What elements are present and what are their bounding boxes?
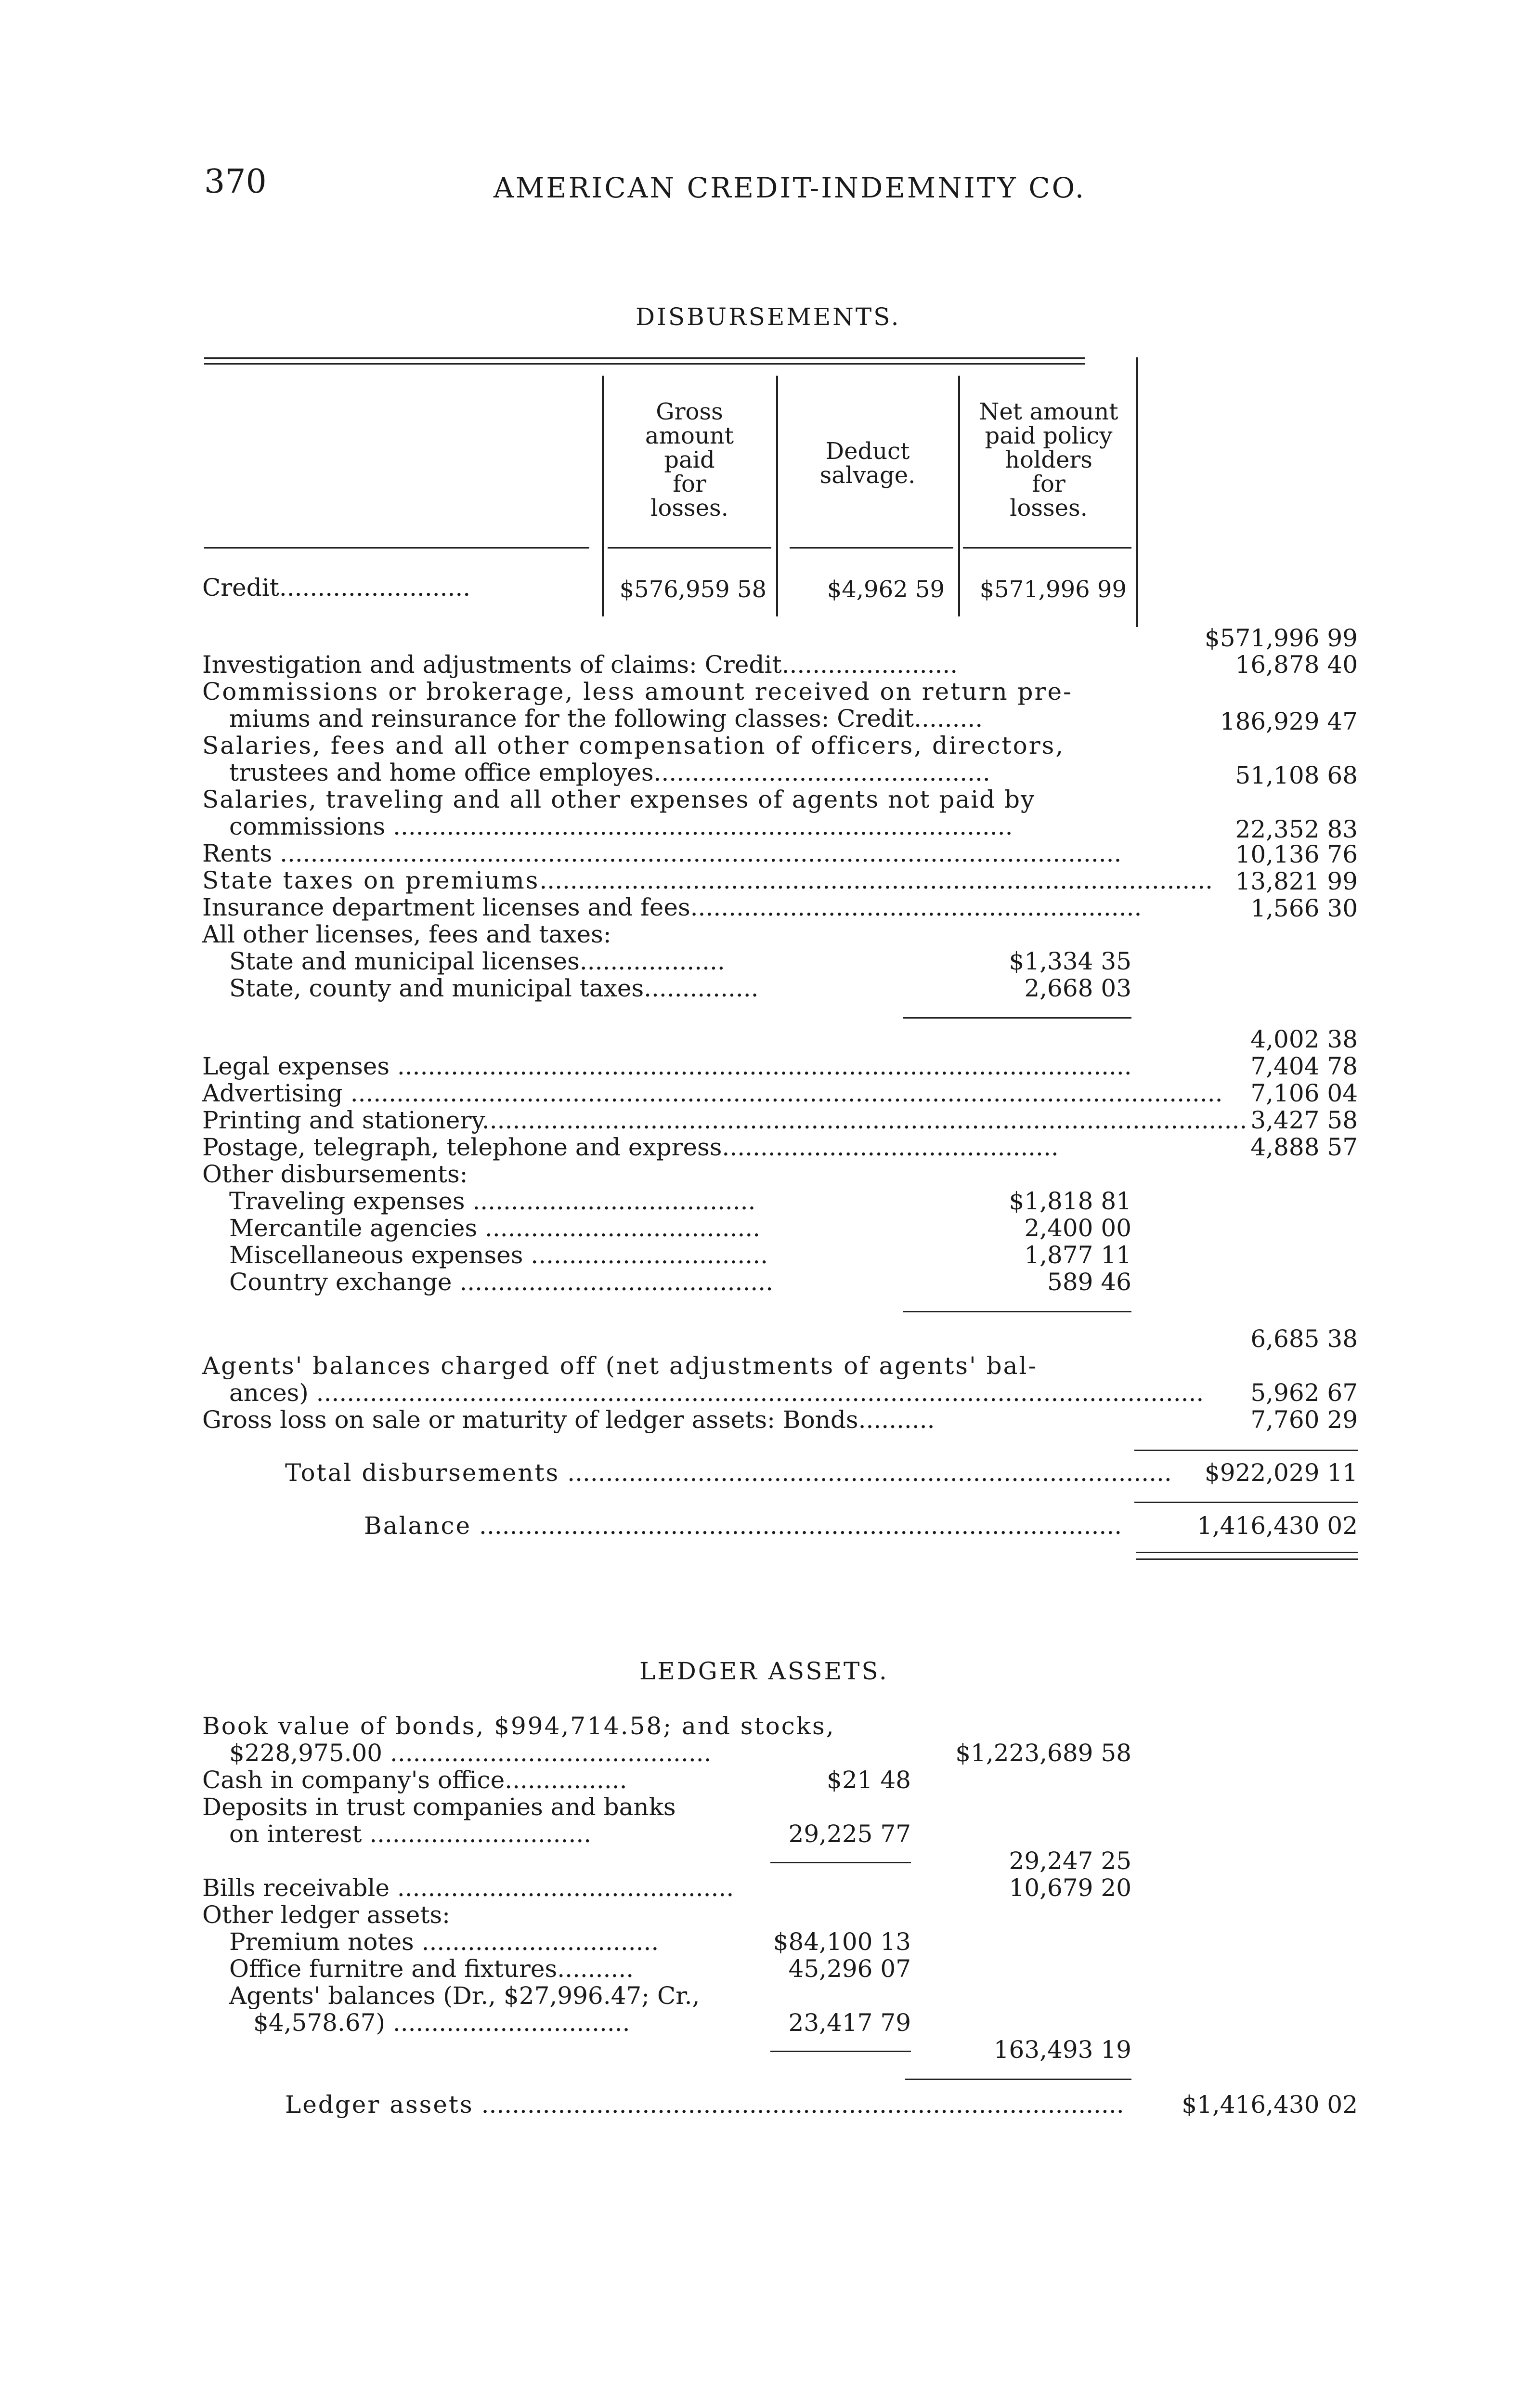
sub-item-label: State, county and municipal taxes [229,974,644,1002]
sub-item-amount: 2,400 00 [1024,1214,1131,1242]
item-amount: 7,106 04 [1250,1079,1358,1107]
salvage-line: Deduct [825,438,910,465]
leader-dots: ............................... [523,1241,768,1269]
leader-dots: ....................... [781,651,958,679]
net-line: losses. [1010,495,1088,522]
col-header-net [962,400,1135,520]
other-total: 6,685 38 [1250,1325,1358,1353]
leader-dots: ............... [644,974,759,1002]
leader-dots: .................................... [477,1214,761,1242]
total-rule [1134,1502,1358,1503]
item-amount: 51,108 68 [1235,761,1358,789]
item-amount: 22,352 83 [1235,815,1358,843]
leader-dots: .................................................................................... [471,1512,1122,1540]
sub-item-amount: 1,877 11 [1024,1241,1131,1269]
col-header-salvage [781,439,954,487]
leader-dots: .................................................................................... [473,2091,1124,2119]
item-amount: 16,878 40 [1235,651,1358,679]
page-number: 370 [204,163,267,201]
item-text: Salaries, fees and all other compensation of officers, directors, [202,732,1065,759]
sub-item-label: Traveling expenses [229,1187,465,1215]
credit-gross: $576,959 58 [619,576,766,603]
other-ledger-label: Other ledger assets: [202,1901,450,1929]
leader-dots: .......... [557,1955,634,1983]
subtotal-rule [770,2051,911,2052]
bonds-line-1: Book value of bonds, $994,714.58; and stocks, [202,1712,835,1740]
premium-amount: $84,100 13 [773,1928,911,1956]
item-amount: 7,760 29 [1250,1406,1358,1434]
leader-dots: ......................................... [452,1268,774,1296]
sub-item-amount: 589 46 [1047,1268,1131,1296]
agents-amount: 23,417 79 [788,2009,911,2037]
item-text [202,866,1213,894]
sub-item-text [229,1215,903,1242]
item-label: Printing and stationery [202,1106,482,1134]
item-label: Advertising [202,1079,343,1107]
ledger-assets-label [285,2091,1132,2118]
gross-line: amount [645,422,734,449]
sub-item-label: Miscellaneous expenses [229,1241,523,1269]
item-label: Insurance department licenses and fees [202,893,690,921]
total-rule [1134,1450,1358,1451]
item-text: Commissions or brokerage, less amount received on return pre- [202,678,1073,706]
sub-item-text [229,948,903,975]
item-text [202,1406,1131,1433]
ledger-title: LEDGER ASSETS. [639,1657,889,1685]
item-text: Other disbursements: [202,1160,468,1188]
net-carry-amount: $571,996 99 [1204,624,1358,652]
salvage-line: salvage. [819,462,916,489]
item-label: Gross loss on sale or maturity of ledger assets: Bonds [202,1406,858,1434]
header-rule [963,547,1131,549]
bills-amount: 10,679 20 [1009,1874,1131,1902]
leader-dots: ............................................ [653,759,990,786]
bonds-text: $228,975.00 [229,1739,383,1767]
agents-line-1: Agents' balances (Dr., $27,996.47; Cr., [229,1982,700,2010]
item-amount: 5,962 67 [1250,1379,1358,1407]
sub-item-amount: 2,668 03 [1024,974,1131,1002]
subtotal-rule [903,1311,1131,1312]
item-text: Agents' balances charged off (net adjustments of agents' bal- [202,1352,1038,1380]
item-label: Legal expenses [202,1052,390,1080]
item-text [202,893,1142,921]
item-label: Postage, telegraph, telephone and express [202,1133,722,1161]
header-rule [790,547,953,549]
balance-label [364,1512,1132,1539]
table-top-rule [204,357,1085,359]
item-label: ances) [229,1379,309,1407]
leader-dots: ............................................ [722,1133,1059,1161]
ledger-total-text: Ledger assets [285,2091,474,2119]
total-text: Total disbursements [285,1459,560,1487]
item-amount: 186,929 47 [1220,707,1358,735]
double-rule [1136,1552,1358,1553]
bonds-amount: $1,223,689 58 [955,1739,1131,1767]
sub-item-text [229,975,903,1002]
subtotal-rule [903,1017,1131,1019]
sub-item-amount: $1,334 35 [1009,947,1131,975]
net-line: Net amount [979,398,1118,425]
ledger-assets-total: $1,416,430 02 [1182,2091,1358,2119]
item-text [202,1053,1131,1080]
total-disbursements-label [285,1459,1172,1487]
licenses-total: 4,002 38 [1250,1025,1358,1053]
sub-item-amount: $1,818 81 [1009,1187,1131,1215]
item-amount: 13,821 99 [1235,867,1358,895]
running-head: AMERICAN CREDIT-INDEMNITY CO. [494,171,1086,204]
item-label: trustees and home office employes [229,759,654,786]
item-text: All other licenses, fees and taxes: [202,920,611,948]
gross-line: for [673,471,706,497]
credit-label [202,574,470,601]
leader-dots: ........................................................................................ [539,866,1213,894]
header-rule [608,547,771,549]
leader-dots: ............................. [362,1820,592,1848]
item-label: Investigation and adjustments of claims: Credit [202,651,782,679]
leader-dots: ............................... [414,1928,659,1956]
balance-amount: 1,416,430 02 [1197,1512,1358,1540]
item-amount: 4,888 57 [1250,1133,1358,1161]
leader-dots: .................................................................................................................. [342,1079,1223,1107]
item-text [229,759,1131,786]
net-line: holders [1005,446,1092,473]
leader-dots: ......................... [279,574,471,602]
credit-text: Credit [202,574,279,602]
col-divider-3 [958,376,960,616]
premium-text: Premium notes [229,1928,414,1956]
sub-item-text [229,1188,903,1215]
leader-dots: .................................................................................................... [481,1106,1247,1134]
gross-line: paid [664,446,715,473]
leader-dots: ..................................... [465,1187,756,1215]
item-text [229,813,1131,840]
disbursements-title: DISBURSEMENTS. [636,303,901,331]
sub-item-text [229,1269,903,1296]
item-label: miums and reinsurance for the following classes: Credit [229,705,914,733]
item-text [229,705,1131,732]
sub-item-label: State and municipal licenses [229,947,580,975]
item-amount: 1,566 30 [1250,894,1358,922]
bonds-line-2 [229,1740,922,1767]
deposits-line-1: Deposits in trust companies and banks [202,1793,676,1821]
leader-dots: .................................................................................................................... [308,1379,1204,1407]
other-ledger-total: 163,493 19 [993,2036,1131,2064]
net-line: for [1032,471,1065,497]
item-label: Rents [202,839,273,867]
double-rule [1136,1558,1358,1560]
office-amount: 45,296 07 [788,1955,911,1983]
item-text [202,1079,1223,1107]
sub-item-label: Mercantile agencies [229,1214,478,1242]
credit-salvage: $4,962 59 [827,576,945,603]
sub-item-text [229,1242,903,1269]
header-rule [204,547,589,549]
cash-label [202,1767,780,1793]
leader-dots: ................................................................................................ [390,1052,1132,1080]
gross-line: Gross [656,398,723,425]
office-text: Office furnitre and fixtures [229,1955,558,1983]
office-label [229,1955,770,1982]
bills-label [202,1874,915,1901]
item-amount: 7,404 78 [1250,1052,1358,1080]
item-text: Salaries, traveling and all other expenses of agents not paid by [202,785,1036,813]
item-amount: 10,136 76 [1235,840,1358,868]
premium-label [229,1928,770,1955]
leader-dots: ........................................................... [690,893,1142,921]
cash-total: 29,247 25 [1009,1847,1131,1875]
balance-text: Balance [364,1512,472,1540]
leader-dots: .......................................... [382,1739,712,1767]
leader-dots: ............................................................................... [559,1459,1172,1487]
total-disbursements: $922,029 11 [1204,1459,1358,1487]
item-text [202,651,1131,678]
gross-line: losses. [650,495,728,522]
item-text [202,1106,1247,1134]
item-text [202,840,1131,867]
item-text [202,1134,1131,1161]
col-divider-2 [776,376,778,616]
item-label: State taxes on premiums [202,866,540,894]
table-top-rule-2 [204,363,1085,365]
bills-text: Bills receivable [202,1874,390,1902]
deposits-line-2 [229,1820,770,1847]
col-divider-1 [602,376,604,616]
subtotal-rule [770,1862,911,1863]
credit-net: $571,996 99 [979,576,1127,603]
leader-dots: .............................................................................................................. [272,839,1122,867]
leader-dots: ............................... [385,2009,630,2037]
cash-text: Cash in company's office [202,1766,505,1794]
leader-dots: ......... [914,705,983,733]
deposits-amount: 29,225 77 [788,1820,911,1848]
deposits-text: on interest [229,1820,362,1848]
leader-dots: ................ [505,1766,627,1794]
col-divider-4 [1136,357,1138,627]
item-amount: 3,427 58 [1250,1106,1358,1134]
cash-amount: $21 48 [827,1766,911,1794]
leader-dots: ................................................................................. [385,812,1013,840]
agents-text: $4,578.67) [253,2009,385,2037]
sub-item-label: Country exchange [229,1268,452,1296]
item-text [229,1379,1204,1407]
leader-dots: ................... [579,947,725,975]
total-rule [905,2079,1131,2080]
item-label: commissions [229,812,386,840]
col-header-gross [608,400,771,520]
leader-dots: .......... [858,1406,935,1434]
agents-line-2 [253,2009,770,2036]
leader-dots: ............................................ [390,1874,734,1902]
net-line: paid policy [985,422,1113,449]
